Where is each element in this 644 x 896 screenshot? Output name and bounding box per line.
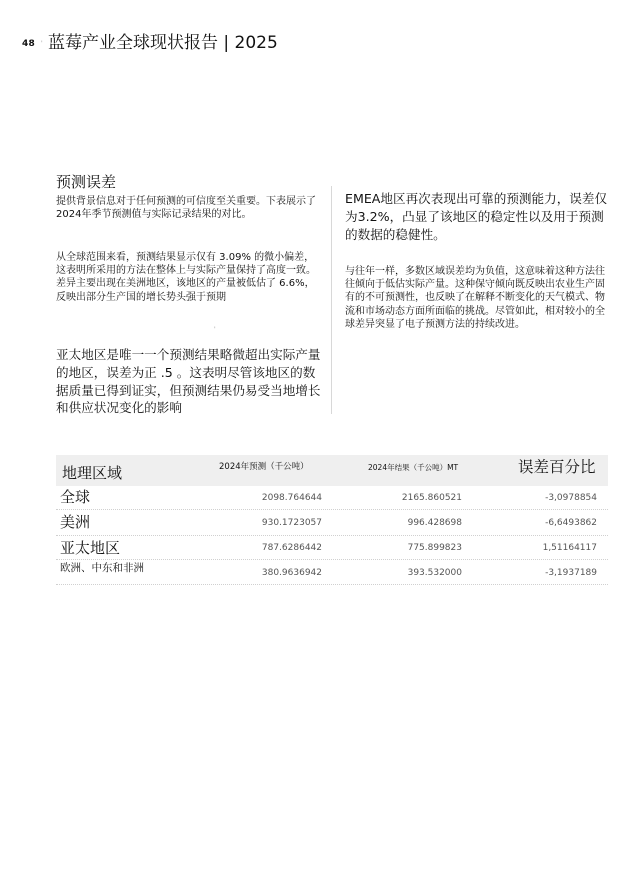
section-heading: 预测误差 [56,173,117,191]
header-result: 2024年结果（千公吨）MT [368,463,459,472]
margin-mark: ' [41,40,43,47]
global-paragraph: 从全球范围来看，预测结果显示仅有 3.09% 的微小偏差，这表明所采用的方法在整体上与实际产量保持了高度一致。差异主要出现在美洲地区，该地区的产量被低估了 6.6%，反映出部分生产国的增长势头强于预期 [56,252,316,303]
margin-mark: ' [214,326,216,333]
header-forecast: 2024年预测（千公吨） [219,462,309,472]
header-region: 地理区域 [62,464,123,482]
report-title: 蓝莓产业全球现状报告 | 2025 [48,33,278,53]
row-divider [56,584,608,585]
row-result: 2165.860521 [401,493,462,503]
row-result: 775.899823 [407,543,462,553]
row-error: -3,1937189 [545,568,597,578]
row-region: 美洲 [60,513,91,531]
row-forecast: 2098.764644 [261,493,322,503]
row-divider [56,559,608,560]
page-number: 48 [22,39,35,49]
apac-paragraph: 亚太地区是唯一一个预测结果略微超出实际产量的地区，误差为正 .5 。这表明尽管该地区的数据质量已得到证实，但预测结果仍易受当地增长和供应状况变化的影响 [56,347,321,416]
intro-paragraph: 提供背景信息对于任何预测的可信度至关重要。下表展示了2024年季节预测值与实际记录结果的对比。 [56,196,316,221]
row-error: -3,0978854 [545,493,597,503]
row-result: 996.428698 [407,518,462,528]
row-region: 全球 [60,488,91,506]
column-divider [331,186,332,414]
emea-lead-paragraph: EMEA地区再次表现出可靠的预测能力，误差仅为3.2%，凸显了该地区的稳定性以及用于预测的数据的稳健性。 [345,191,608,242]
row-forecast: 380.9636942 [261,568,322,578]
row-error: 1,51164117 [542,543,597,553]
emea-body-paragraph: 与往年一样，多数区域误差均为负值，这意味着这种方法往往倾向于低估实际产量。这种保守倾向既反映出农业生产固有的不可预测性，也反映了在解释不断变化的天气模式、物流和市场动态方面所面临的挑战。尽管如此，相对较小的全球差异突显了电子预测方法的持续改进。 [345,266,605,330]
row-result: 393.532000 [407,568,462,578]
header-error: 误差百分比 [518,458,596,476]
row-region: 欧洲、中东和非洲 [60,562,144,574]
row-divider [56,509,608,510]
row-forecast: 930.1723057 [261,518,322,528]
row-region: 亚太地区 [60,539,121,557]
row-divider [56,535,608,536]
row-forecast: 787.6286442 [261,543,322,553]
row-error: -6,6493862 [545,518,597,528]
